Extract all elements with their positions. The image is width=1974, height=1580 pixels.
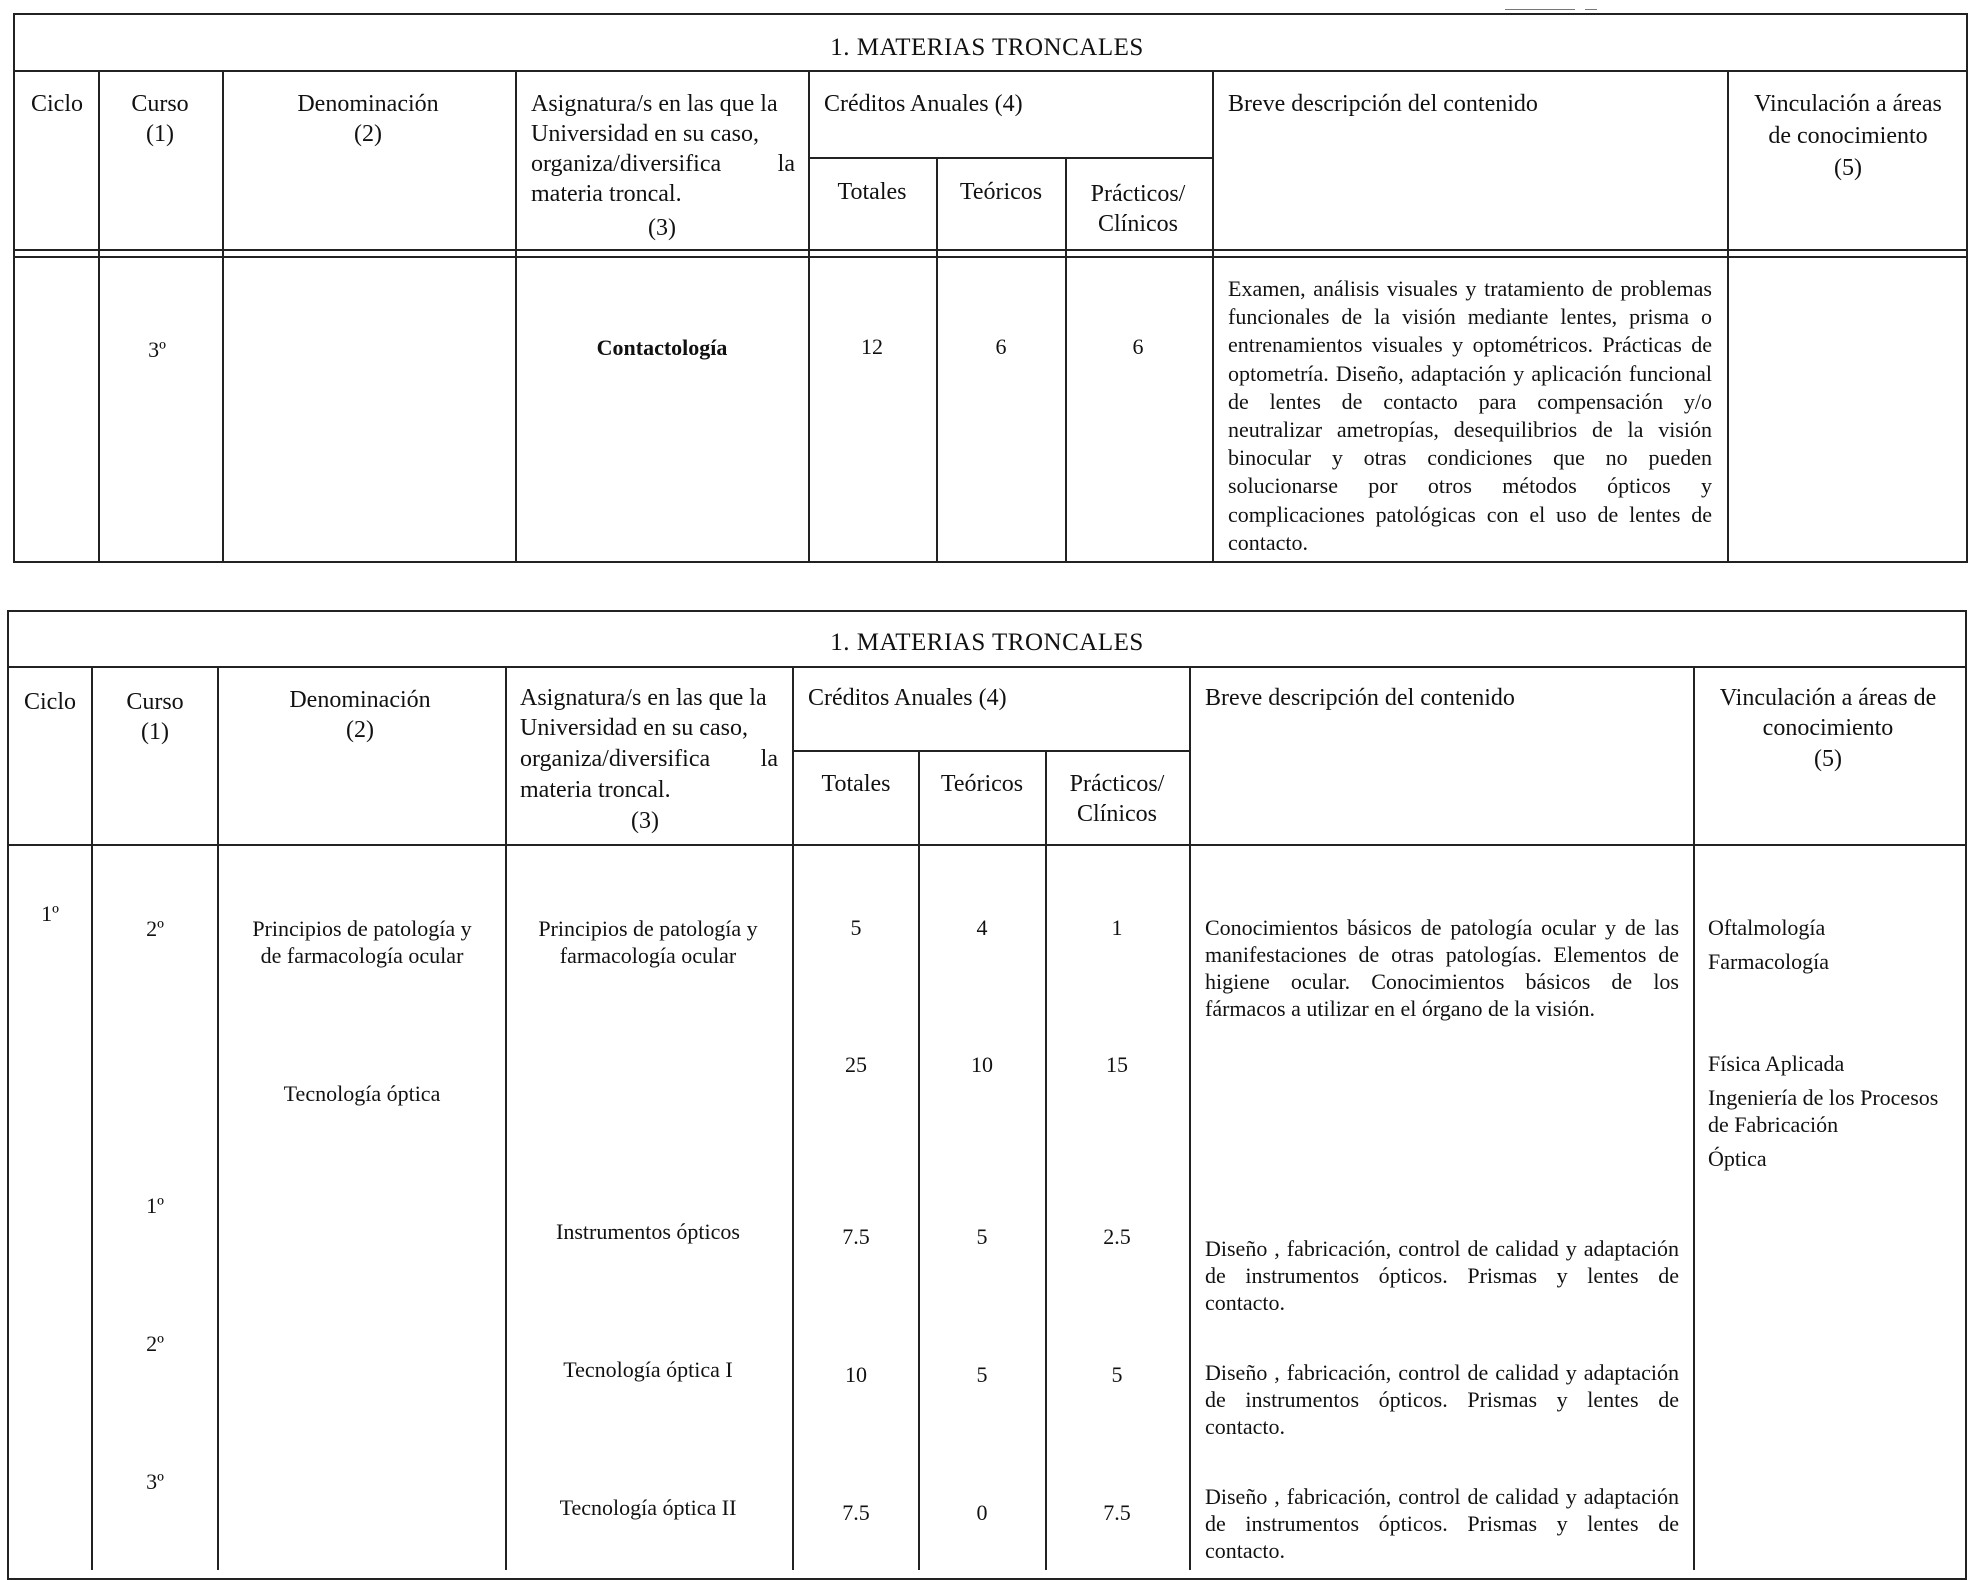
- header-asignatura-note: (3): [648, 215, 676, 241]
- cell-totales: 12: [861, 334, 883, 359]
- header-asignatura-line-2: Universidad en su caso,: [520, 715, 748, 741]
- header-asignatura-line-4: materia troncal.: [531, 181, 682, 207]
- header-ciclo: Ciclo: [31, 91, 83, 117]
- cell-denominacion-line-1: Principios de patología y: [252, 916, 472, 941]
- cell-teoricos: 5: [976, 1224, 988, 1249]
- cell-curso: 3º: [146, 1469, 164, 1494]
- cell-asignatura: Contactología: [596, 335, 728, 360]
- cell-vinculacion-1: Oftalmología: [1708, 915, 1826, 940]
- cell-vinculacion-2: Farmacología: [1708, 949, 1829, 974]
- header-practicos: Prácticos/: [1069, 771, 1165, 797]
- cell-descripcion: Conocimientos básicos de patología ocular y de las manifestaciones de otras patologías. Elementos de higiene ocular. Conocimientos básicos de los fármacos a utilizar en el órgano de la visión.: [1205, 915, 1679, 1021]
- cell-teoricos: 5: [976, 1362, 988, 1387]
- cell-curso: 2º: [146, 916, 164, 941]
- header-asignatura-line-2: Universidad en su caso,: [531, 121, 759, 147]
- header-curso: Curso: [126, 689, 184, 715]
- header-asignatura-line-3: organiza/diversifica la: [520, 746, 778, 772]
- cell-practicos: 6: [1132, 334, 1144, 359]
- cell-vinculacion-2: Ingeniería de los Procesos de Fabricación: [1708, 1085, 1939, 1137]
- header-descripcion: Breve descripción del contenido: [1205, 685, 1515, 711]
- header-asignatura-line-1: Asignatura/s en las que la: [520, 685, 767, 711]
- cell-totales: 7.5: [842, 1224, 870, 1249]
- header-vinculacion-line-1: Vinculación a áreas de: [1719, 685, 1937, 711]
- header-denominacion: Denominación: [289, 687, 431, 713]
- cell-totales: 25: [845, 1052, 867, 1077]
- header-vinculacion-note: (5): [1834, 155, 1862, 181]
- table-title: 1. MATERIAS TRONCALES: [830, 629, 1144, 656]
- cell-totales: 7.5: [842, 1500, 870, 1525]
- header-curso-note: (1): [146, 121, 174, 147]
- header-totales: Totales: [821, 771, 891, 797]
- cell-descripcion: Diseño , fabricación, control de calidad y adaptación de instrumentos ópticos. Prismas y lentes de contacto.: [1205, 1236, 1679, 1315]
- cell-asignatura: Tecnología óptica II: [559, 1495, 737, 1520]
- cell-curso: 1º: [146, 1193, 164, 1218]
- header-creditos: Créditos Anuales (4): [808, 685, 1007, 711]
- header-curso-note: (1): [141, 719, 169, 745]
- table-title: 1. MATERIAS TRONCALES: [830, 34, 1144, 61]
- cell-vinculacion-3: Óptica: [1708, 1146, 1767, 1171]
- header-teoricos: Teóricos: [940, 771, 1024, 797]
- cell-practicos: 15: [1106, 1052, 1128, 1077]
- header-denominacion-note: (2): [354, 121, 382, 147]
- cell-teoricos: 0: [976, 1500, 988, 1525]
- cell-descripcion: Diseño , fabricación, control de calidad y adaptación de instrumentos ópticos. Prismas y lentes de contacto.: [1205, 1484, 1679, 1563]
- header-vinculacion-note: (5): [1814, 746, 1842, 772]
- cell-teoricos: 10: [971, 1052, 993, 1077]
- header-asignatura-line-4: materia troncal.: [520, 777, 671, 803]
- header-vinculacion-line-2: conocimiento: [1762, 715, 1894, 741]
- header-clinicos: Clínicos: [1076, 801, 1158, 827]
- header-descripcion: Breve descripción del contenido: [1228, 91, 1538, 117]
- cell-denominacion: Tecnología óptica: [283, 1081, 441, 1106]
- cell-curso: 3º: [148, 337, 166, 362]
- cell-teoricos: 4: [976, 915, 988, 940]
- header-denominacion-note: (2): [346, 717, 374, 743]
- header-asignatura-note: (3): [631, 808, 659, 834]
- cell-vinculacion-1: Física Aplicada: [1708, 1051, 1845, 1076]
- header-denominacion: Denominación: [297, 91, 439, 117]
- cell-totales: 10: [845, 1362, 867, 1387]
- cell-asignatura-line-1: Principios de patología y: [538, 916, 758, 941]
- cell-practicos: 1: [1111, 915, 1123, 940]
- cell-ciclo: 1º: [41, 901, 59, 926]
- header-ciclo: Ciclo: [24, 689, 76, 715]
- cell-practicos: 7.5: [1103, 1500, 1131, 1525]
- cell-descripcion: Diseño , fabricación, control de calidad y adaptación de instrumentos ópticos. Prismas y lentes de contacto.: [1205, 1360, 1679, 1439]
- cell-totales: 5: [850, 915, 862, 940]
- cell-asignatura: Tecnología óptica I: [563, 1357, 733, 1382]
- header-vinculacion-line-2: de conocimiento: [1768, 123, 1928, 149]
- cell-curso: 2º: [146, 1331, 164, 1356]
- header-asignatura-line-1: Asignatura/s en las que la: [531, 91, 778, 117]
- header-curso: Curso: [131, 91, 189, 117]
- cell-denominacion-line-2: de farmacología ocular: [260, 943, 464, 968]
- cell-descripcion: Examen, análisis visuales y tratamiento de problemas funcionales de la visión mediante lentes, prisma o entrenamientos visuales y optométricos. Prácticas de optometría. Diseño, adaptación y aplicación funcional de lentes de contacto para compensación y/o neutralizar ametropías, desequilibrios de la visión binocular y otras condiciones que no pueden solucionarse por otros métodos ópticos y complicaciones patológicas con el uso de lentes de contacto.: [1228, 276, 1712, 555]
- header-vinculacion-line-1: Vinculación a áreas: [1754, 91, 1942, 117]
- cell-asignatura: Instrumentos ópticos: [556, 1219, 740, 1244]
- cell-asignatura-line-2: farmacología ocular: [559, 943, 737, 968]
- header-practicos: Prácticos/: [1090, 181, 1186, 207]
- cell-practicos: 2.5: [1103, 1224, 1131, 1249]
- header-creditos: Créditos Anuales (4): [824, 91, 1023, 117]
- header-clinicos: Clínicos: [1097, 211, 1179, 237]
- header-teoricos: Teóricos: [959, 179, 1043, 205]
- cell-teoricos: 6: [995, 334, 1007, 359]
- header-totales: Totales: [837, 179, 907, 205]
- header-asignatura-line-3: organiza/diversifica la: [531, 151, 795, 177]
- cell-practicos: 5: [1111, 1362, 1123, 1387]
